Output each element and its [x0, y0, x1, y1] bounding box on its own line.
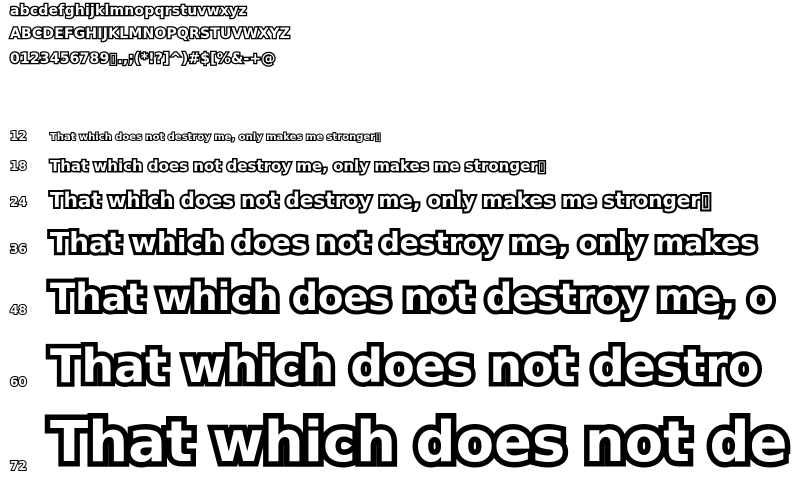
size-label: 72: [10, 459, 27, 473]
size-label: 60: [10, 375, 27, 389]
sample-row-24: [0, 184, 800, 218]
charset-numbers-symbols: 0123456789▯.,;(*!?]^)#$[%&-+@: [10, 51, 276, 67]
sample-text: That which does not destroy me, o: [50, 276, 774, 319]
sample-row-60: [0, 337, 800, 403]
sample-text: That which does not destroy me, only makes me stronger▯: [50, 157, 546, 175]
sample-text: That which does not destroy me, only makes: [50, 226, 757, 259]
sample-row-72: [0, 410, 800, 480]
size-label: 12: [10, 129, 27, 143]
sample-text: That which does not destroy me, only makes me stronger▯: [50, 188, 712, 212]
charset-lowercase: abcdefghijklmnopqrstuvwxyz: [10, 3, 247, 19]
sample-row-36: [0, 224, 800, 270]
sample-row-12: [0, 128, 800, 148]
sample-row-48: [0, 274, 800, 330]
charset-uppercase: ABCDEFGHIJKLMNOPQRSTUVWXYZ: [10, 26, 290, 42]
sample-text: That which does not de: [50, 410, 788, 475]
size-label: 24: [10, 195, 27, 209]
size-label: 18: [10, 159, 27, 173]
size-label: 36: [10, 242, 27, 256]
sample-text: That which does not destro: [50, 339, 760, 393]
size-label: 48: [10, 303, 27, 317]
sample-row-18: [0, 154, 800, 180]
sample-text: That which does not destroy me, only makes me stronger▯: [50, 132, 381, 143]
